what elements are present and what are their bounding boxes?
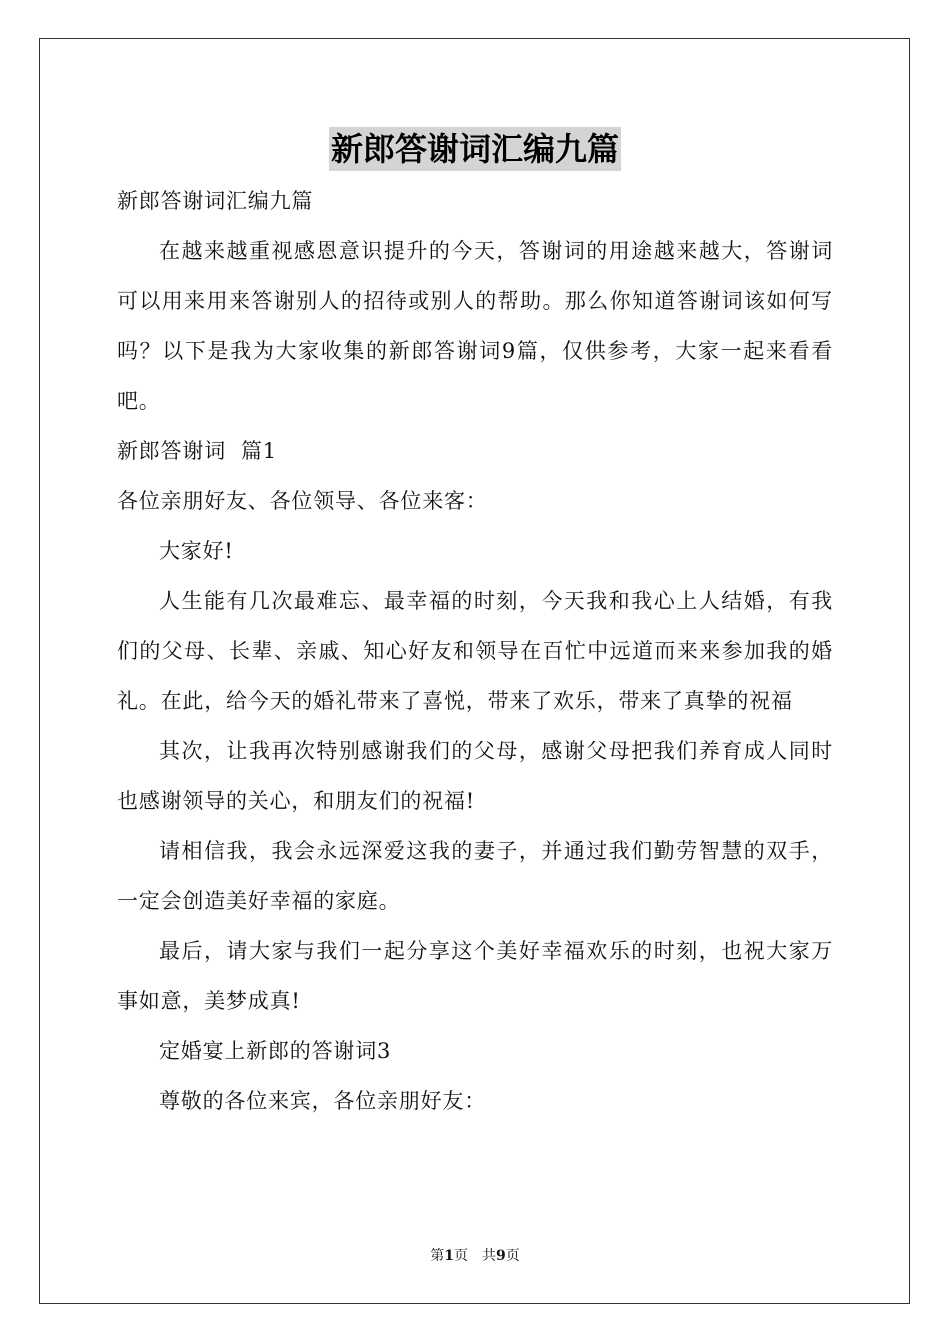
section-heading-1: 新郎答谢词 篇1 <box>117 439 277 463</box>
document-title-text: 新郎答谢词汇编九篇 <box>329 127 621 171</box>
section-heading-3: 定婚宴上新郎的答谢词3 <box>159 1039 392 1063</box>
greeting-line-2: 尊敬的各位来宾，各位亲朋好友： <box>159 1089 486 1113</box>
total-unit: 页 <box>505 1248 520 1264</box>
page-total: 9 <box>496 1248 506 1264</box>
total-prefix: 共 <box>482 1248 496 1264</box>
paragraph-4: 最后，请大家与我们一起分享这个美好幸福欢乐的时刻，也祝大家万事如意，美梦成真! <box>117 939 833 1013</box>
page-unit: 页 <box>454 1248 468 1264</box>
page-footer <box>0 1246 950 1266</box>
document-title <box>0 127 950 171</box>
intro-paragraph: 在越来越重视感恩意识提升的今天，答谢词的用途越来越大，答谢词可以用来用来答谢别人的招待或别人的帮助。那么你知道答谢词该如何写吗？以下是我为大家收集的新郎答谢词9篇，仅供参考，大家一起来看看吧。 <box>117 239 833 413</box>
paragraph-3: 请相信我，我会永远深爱这我的妻子，并通过我们勤劳智慧的双手，一定会创造美好幸福的家庭。 <box>117 839 833 913</box>
hello-line: 大家好! <box>159 539 234 563</box>
page-current: 1 <box>444 1248 454 1264</box>
paragraph-2: 其次，让我再次特别感谢我们的父母，感谢父母把我们养育成人同时也感谢领导的关心，和朋友们的祝福! <box>117 739 833 813</box>
subtitle: 新郎答谢词汇编九篇 <box>117 189 314 213</box>
document-body <box>117 176 833 1126</box>
greeting-line: 各位亲朋好友、各位领导、各位来客： <box>117 489 488 513</box>
paragraph-1: 人生能有几次最难忘、最幸福的时刻，今天我和我心上人结婚，有我们的父母、长辈、亲戚、知心好友和领导在百忙中远道而来来参加我的婚礼。在此，给今天的婚礼带来了喜悦，带来了欢乐，带来了真挚的祝福 <box>117 589 833 713</box>
page-prefix: 第 <box>430 1248 445 1264</box>
